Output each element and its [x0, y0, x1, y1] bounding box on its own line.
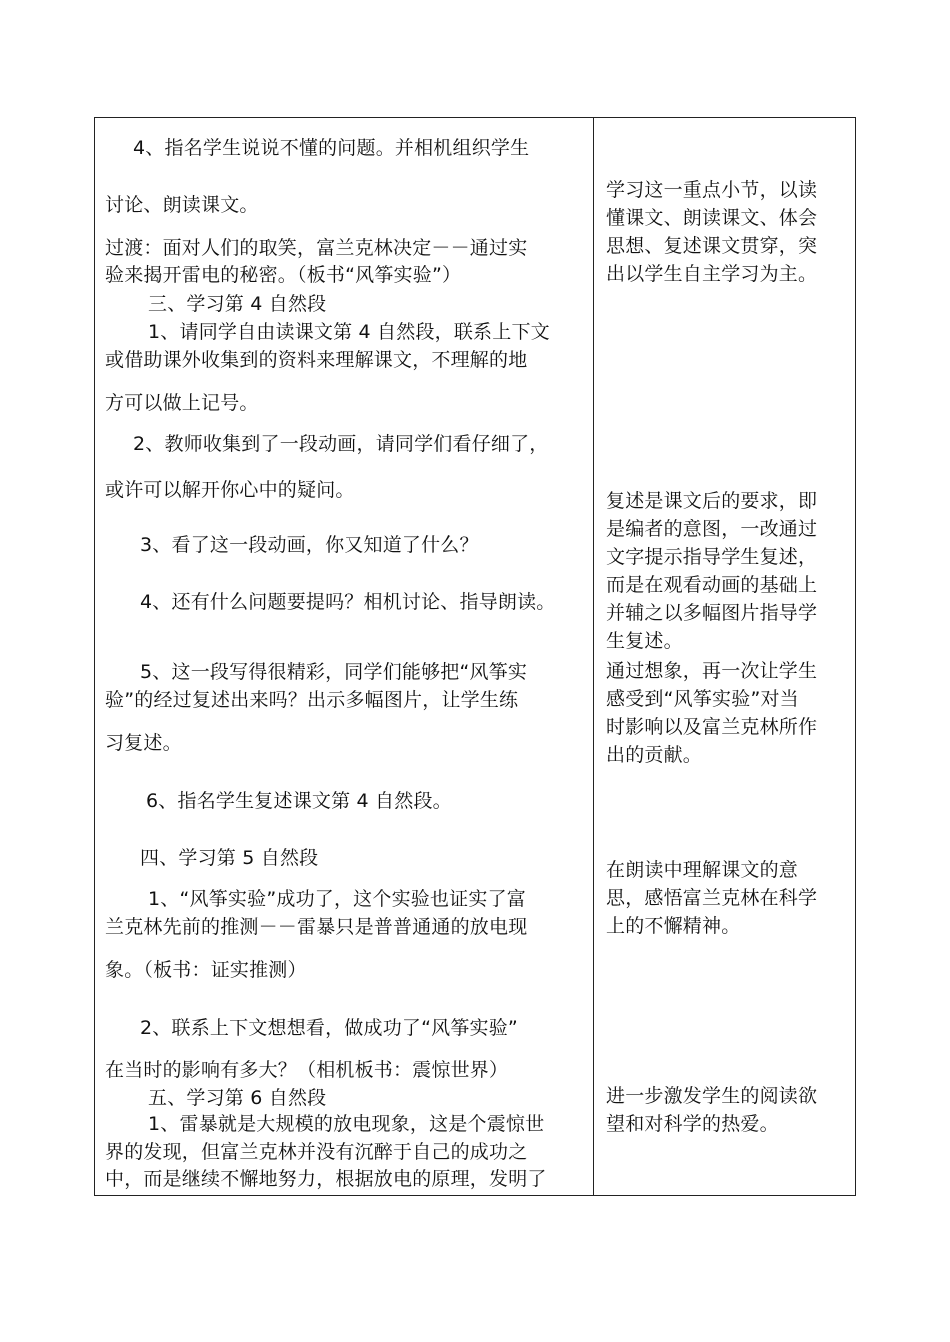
left-line: 5、这一段写得很精彩，同学们能够把“风筝实: [140, 661, 528, 683]
left-line: 2、教师收集到了一段动画，请同学们看仔细了，: [133, 433, 549, 455]
left-line: 验来揭开雷电的秘密。（板书“风筝实验”）: [105, 264, 462, 286]
left-line: 2、联系上下文想想看，做成功了“风筝实验”: [140, 1017, 518, 1039]
left-line: 象。（板书：证实推测）: [105, 959, 307, 981]
left-line: 3、看了这一段动画，你又知道了什么？: [140, 534, 479, 556]
column-divider: [593, 117, 594, 1196]
left-line: 中，而是继续不懈地努力，根据放电的原理，发明了: [105, 1168, 547, 1190]
left-line: 习复述。: [105, 732, 182, 754]
right-line: 懂课文、朗读课文、体会: [606, 207, 818, 229]
right-line: 思想、复述课文贯穿，突: [606, 235, 818, 257]
left-line: 方可以做上记号。: [105, 392, 259, 414]
right-line: 文字提示指导学生复述，: [606, 546, 818, 568]
left-line: 或借助课外收集到的资料来理解课文，不理解的地: [105, 349, 528, 371]
left-line: 四、学习第 5 自然段: [140, 847, 319, 869]
right-line: 复述是课文后的要求，即: [606, 490, 818, 512]
left-line: 兰克林先前的推测－－雷暴只是普普通通的放电现: [105, 916, 528, 938]
right-line: 通过想象，再一次让学生: [606, 660, 818, 682]
left-line: 三、学习第 4 自然段: [148, 293, 327, 315]
right-line: 出的贡献。: [606, 744, 703, 766]
right-line: 进一步激发学生的阅读欲: [606, 1085, 818, 1107]
left-line: 1、请同学自由读课文第 4 自然段，联系上下文: [148, 321, 550, 343]
left-line: 五、学习第 6 自然段: [148, 1087, 327, 1109]
right-line: 望和对科学的热爱。: [606, 1113, 779, 1135]
right-line: 是编者的意图，一改通过: [606, 518, 818, 540]
right-line: 并辅之以多幅图片指导学: [606, 602, 818, 624]
left-line: 验”的经过复述出来吗？出示多幅图片，让学生练: [105, 689, 519, 711]
right-line: 感受到“风筝实验”对当: [606, 688, 799, 710]
right-line: 在朗读中理解课文的意: [606, 859, 799, 881]
right-line: 生复述。: [606, 630, 683, 652]
left-line: 6、指名学生复述课文第 4 自然段。: [146, 790, 452, 812]
left-line: 讨论、朗读课文。: [105, 194, 259, 216]
right-line: 学习这一重点小节，以读: [606, 179, 818, 201]
right-line: 时影响以及富兰克林所作: [606, 716, 818, 738]
left-line: 4、指名学生说说不懂的问题。并相机组织学生: [133, 137, 530, 159]
right-line: 而是在观看动画的基础上: [606, 574, 818, 596]
left-line: 在当时的影响有多大？（相机板书：震惊世界）: [105, 1059, 509, 1081]
left-line: 1、雷暴就是大规模的放电现象，这是个震惊世: [148, 1113, 545, 1135]
left-line: 或许可以解开你心中的疑问。: [105, 479, 355, 501]
left-line: 4、还有什么问题要提吗？相机讨论、指导朗读。: [140, 591, 556, 613]
left-line: 界的发现，但富兰克林并没有沉醉于自己的成功之: [105, 1141, 528, 1163]
right-line: 思，感悟富兰克林在科学: [606, 887, 818, 909]
left-line: 1、“风筝实验”成功了，这个实验也证实了富: [148, 888, 526, 910]
right-line: 出以学生自主学习为主。: [606, 263, 818, 285]
right-line: 上的不懈精神。: [606, 915, 741, 937]
left-line: 过渡：面对人们的取笑，富兰克林决定－－通过实: [105, 237, 528, 259]
